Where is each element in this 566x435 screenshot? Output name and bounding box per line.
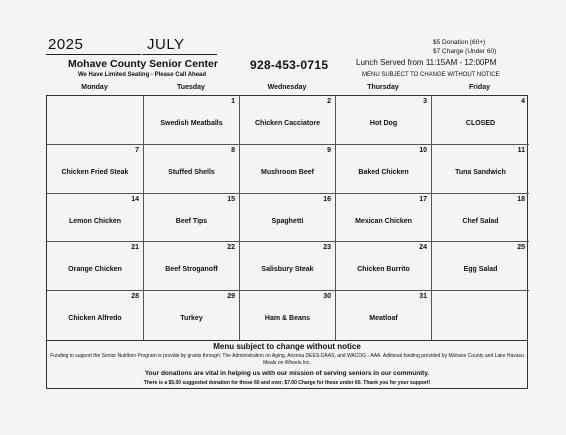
weekday-header-row (46, 84, 528, 94)
meal-name: Ham & Beans (264, 315, 311, 323)
meal-name: CLOSED (465, 120, 496, 127)
donation-line-2: $7 Charge (Under 60) (433, 48, 497, 55)
day-number: 23 (323, 244, 331, 252)
meal-name: Spaghetti (271, 217, 304, 225)
day-cell (240, 291, 336, 340)
meal-name: Chicken Fried Steak (61, 168, 129, 176)
meal-name: Stuffed Shells (168, 168, 215, 176)
day-cell (336, 96, 432, 145)
meal-name: Orange Chicken (68, 266, 122, 274)
day-cell (47, 145, 144, 194)
donation-vital-note: Your donations are vital in helping us with our mission of serving seniors in our community. (144, 370, 430, 377)
day-number: 4 (521, 98, 525, 105)
day-cell (144, 291, 240, 340)
weekday-wednesday: Wednesday (267, 84, 307, 91)
day-number: 7 (135, 146, 139, 154)
meal-name: Hot Dog (369, 120, 398, 127)
day-number: 16 (323, 195, 331, 203)
day-cell (432, 242, 529, 291)
day-number: 24 (419, 244, 427, 252)
day-cell (47, 194, 144, 243)
day-cell (144, 145, 240, 194)
day-number: 2 (327, 98, 331, 105)
day-cell (240, 194, 336, 243)
day-cell (432, 96, 529, 145)
donation-line-1: $5 Donation (60+) (433, 39, 486, 46)
day-number: 14 (131, 195, 139, 203)
day-cell (336, 194, 432, 243)
day-cell (144, 242, 240, 291)
day-cell (144, 96, 240, 145)
day-cell (432, 291, 529, 340)
day-number: 30 (323, 293, 331, 301)
meal-name: Chicken Alfredo (68, 315, 122, 323)
calendar-grid (46, 95, 528, 341)
day-cell (336, 145, 432, 194)
day-cell (240, 145, 336, 194)
day-cell (240, 96, 336, 145)
month-underline (142, 54, 217, 55)
meal-name: Beef Stroganoff (165, 266, 218, 274)
footer-box (46, 341, 528, 389)
day-number: 25 (517, 244, 525, 252)
day-cell (240, 242, 336, 291)
donation-info (433, 38, 496, 56)
meal-name: Salisbury Steak (261, 266, 314, 274)
center-name: Mohave County Senior Center (68, 58, 218, 70)
weekday-friday: Friday (468, 84, 490, 91)
meal-name: Chicken Burrito (357, 266, 410, 274)
suggested-donation-note: There is a $5.00 suggested donation for those 60 and over. $7.00 Charge for those under 60. Thank you for your support! (143, 380, 431, 386)
weekday-monday: Monday (81, 84, 108, 91)
meal-name: Mushroom Beef (261, 168, 314, 176)
day-cell (336, 291, 432, 340)
weekday-thursday: Thursday (367, 84, 399, 91)
year-label: 2025 (48, 36, 84, 53)
day-cell (432, 194, 529, 243)
day-number: 1 (231, 98, 235, 105)
phone-number: 928-453-0715 (250, 58, 329, 72)
day-cell (336, 242, 432, 291)
day-cell (47, 291, 144, 340)
day-number: 29 (227, 293, 235, 301)
meal-name: Chicken Cacciatore (255, 120, 320, 127)
day-cell (144, 194, 240, 243)
day-number: 8 (231, 146, 235, 154)
meal-name: Chef Salad (462, 217, 499, 225)
day-number: 9 (327, 146, 331, 154)
meal-name: Baked Chicken (358, 168, 409, 176)
day-number: 28 (131, 293, 139, 301)
day-number: 17 (419, 195, 427, 203)
weekday-tuesday: Tuesday (177, 84, 205, 91)
day-number: 15 (227, 195, 235, 203)
funding-note: Funding to support the Senior Nutrition Program is provide by grants through: The Administration on Aging, Arizona DEES-DAAS, and WACOG - AAA. Aditional funding provided by Mohave County and Lake Havasu Meals on Wheels Inc. (50, 353, 524, 366)
day-number: 31 (419, 293, 427, 301)
meal-name: Beef Tips (175, 217, 208, 225)
meal-name: Tuna Sandwich (455, 168, 506, 176)
meal-name: Meatloaf (369, 315, 398, 323)
day-number: 3 (423, 98, 427, 105)
day-number: 22 (227, 244, 235, 252)
meal-name: Mexican Chicken (355, 217, 412, 225)
meal-name: Swedish Meatballs (160, 120, 223, 127)
meal-name: Turkey (180, 315, 203, 323)
lunch-time: Lunch Served from 11:15AM - 12:00PM (356, 58, 497, 67)
meal-name: Egg Salad (463, 266, 498, 274)
seating-note: We Have Limited Seating - Please Call Ahead (78, 72, 207, 78)
day-number: 10 (419, 146, 427, 154)
month-label: JULY (147, 36, 185, 53)
day-cell (432, 145, 529, 194)
day-cell (47, 96, 144, 145)
day-number: 18 (517, 195, 525, 203)
menu-change-note: MENU SUBJECT TO CHANGE WITHOUT NOTICE (362, 72, 500, 78)
day-number: 21 (131, 244, 139, 252)
menu-subject-note: Menu subject to change without notice (213, 342, 361, 351)
day-number: 11 (517, 146, 525, 154)
meal-name: Lemon Chicken (68, 217, 122, 225)
day-cell (47, 242, 144, 291)
year-underline (46, 54, 141, 55)
